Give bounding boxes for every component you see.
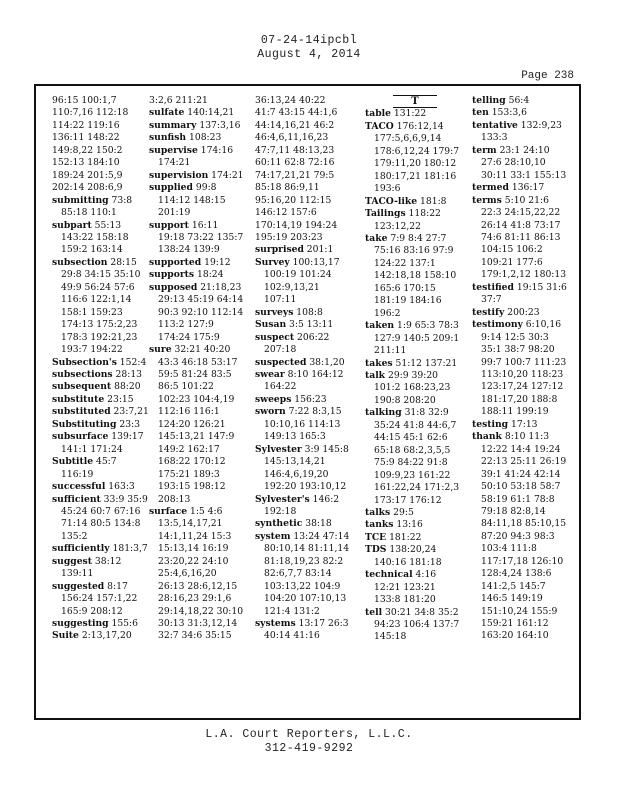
- index-entry: suspect 206:22: [255, 331, 330, 343]
- index-entry: summary 137:3,16: [149, 119, 241, 131]
- index-entry: swear 8:10 164:12: [255, 368, 344, 380]
- index-entry: substituted 23:7,21: [52, 406, 149, 418]
- section-letter: T: [365, 95, 465, 108]
- index-entry-continuation: 156:24 157:1,22: [61, 593, 138, 605]
- index-entry: suggested 8:17: [52, 580, 128, 592]
- index-entry-continuation: 29:13 45:19 64:14: [158, 294, 244, 306]
- index-entry: testing 17:13: [472, 418, 538, 430]
- index-entry-continuation: 188:11 199:19: [481, 406, 549, 418]
- index-entry-continuation: 208:13: [158, 493, 191, 505]
- index-entry-continuation: 30:11 33:1 155:13: [481, 169, 567, 181]
- index-entry-continuation: 26:13 28:6,12,15: [158, 580, 238, 592]
- index-entry-continuation: 128:4,24 138:6: [481, 568, 552, 580]
- index-entry: subsection 28:15: [52, 256, 137, 268]
- index-entry-continuation: 26:14 41:8 73:17: [481, 219, 561, 231]
- index-entry: technical 4:16: [365, 569, 437, 581]
- index-entry-continuation: 86:5 101:22: [158, 381, 214, 393]
- index-entry-continuation: 127:9 140:5 209:1: [374, 332, 460, 344]
- index-entry: Tailings 118:22: [365, 208, 441, 220]
- index-entry: 202:14 208:6,9: [52, 182, 123, 194]
- index-entry: taken 1:9 65:3 78:3: [365, 320, 459, 332]
- index-entry: 114:22 119:16: [52, 119, 120, 131]
- index-entry: subsections 28:13: [52, 368, 143, 380]
- index-entry: tanks 13:16: [365, 519, 423, 531]
- index-entry-continuation: 104:20 107:10,13: [264, 593, 347, 605]
- index-entry-continuation: 15:13,14 16:19: [158, 543, 229, 555]
- index-entry-continuation: 123:12,22: [374, 220, 421, 232]
- index-entry-continuation: 196:2: [374, 307, 401, 319]
- index-entry: sunfish 108:23: [149, 132, 222, 144]
- index-entry: TDS 138:20,24: [365, 544, 437, 556]
- index-entry: 195:19 203:23: [255, 231, 323, 243]
- index-entry: substitute 23:15: [52, 393, 134, 405]
- index-entry: 110:7,16 112:18: [52, 107, 129, 119]
- index-entry: talks 29:5: [365, 506, 414, 518]
- index-entry-continuation: 139:11: [61, 568, 94, 580]
- index-entry-continuation: 168:22 170:12: [158, 456, 226, 468]
- index-entry-continuation: 94:23 106:4 137:7: [374, 619, 460, 631]
- index-entry: 3:2,6 211:21: [149, 95, 208, 106]
- index-entry: surveys 108:8: [255, 306, 323, 318]
- index-entry-continuation: 124:22 137:1: [374, 257, 436, 269]
- index-entry-continuation: 145:13,21 147:9: [158, 431, 235, 443]
- index-entry: 95:16,20 112:15: [255, 194, 332, 206]
- index-entry-continuation: 135:2: [61, 530, 88, 542]
- index-entry: thank 8:10 11:3: [472, 431, 550, 443]
- index-entry: surface 1:5 4:6: [149, 505, 223, 517]
- index-entry-continuation: 103:4 111:8: [481, 543, 537, 555]
- index-entry: testify 200:23: [472, 306, 540, 318]
- index-entry: 46:4,6,11,16,23: [255, 132, 329, 144]
- index-entry-continuation: 100:19 101:24: [264, 269, 332, 281]
- index-entry-continuation: 13:5,14,17,21: [158, 518, 223, 530]
- index-column-5: [472, 95, 572, 643]
- index-entry-continuation: 174:21: [158, 157, 191, 169]
- index-column-2: [149, 95, 249, 643]
- index-entry: Sylvester's 146:2: [255, 493, 340, 505]
- index-entry: supports 18:24: [149, 269, 224, 281]
- index-entry-continuation: 22:3 24:15,22,22: [481, 207, 561, 219]
- index-entry-continuation: 30:13 31:3,12,14: [158, 618, 238, 630]
- index-entry-continuation: 58:19 61:1 78:8: [481, 493, 555, 505]
- index-entry-continuation: 133:3: [481, 132, 508, 144]
- index-entry: supervision 174:21: [149, 169, 244, 181]
- index-entry: suggest 38:12: [52, 555, 122, 567]
- index-entry: successful 163:3: [52, 481, 135, 493]
- index-entry-continuation: 151:10,24 155:9: [481, 605, 558, 617]
- index-column-1: [52, 95, 152, 643]
- index-entry-continuation: 138:24 139:9: [158, 244, 220, 256]
- index-entry-continuation: 179:11,20 180:12: [374, 158, 457, 170]
- index-entry-continuation: 174:24 175:9: [158, 331, 220, 343]
- index-entry: Susan 3:5 13:11: [255, 319, 334, 331]
- index-entry: Substituting 23:3: [52, 418, 140, 430]
- index-entry: systems 13:17 26:3: [255, 618, 349, 630]
- index-entry-continuation: 12:21 123:21: [374, 581, 436, 593]
- index-entry-continuation: 211:11: [374, 345, 407, 357]
- index-entry: take 7:9 8:4 27:7: [365, 232, 447, 244]
- index-entry: support 16:11: [149, 219, 219, 231]
- index-entry-continuation: 59:5 81:24 83:5: [158, 368, 232, 380]
- index-entry: tell 30:21 34:8 35:2: [365, 606, 459, 618]
- index-entry-continuation: 75:16 83:16 97:9: [374, 245, 454, 257]
- index-entry: sufficient 33:9 35:9: [52, 493, 148, 505]
- index-entry-continuation: 29:8 34:15 35:10: [61, 269, 141, 281]
- index-entry: 189:24 201:5,9: [52, 169, 123, 181]
- index-entry-continuation: 49:9 56:24 57:6: [61, 281, 135, 293]
- index-entry: Suite 2:13,17,20: [52, 630, 132, 642]
- index-entry: 170:14,19 194:24: [255, 219, 338, 231]
- index-entry: takes 51:12 137:21: [365, 357, 458, 369]
- index-entry-continuation: 174:13 175:2,23: [61, 319, 138, 331]
- index-entry-continuation: 10:10,16 114:13: [264, 418, 341, 430]
- index-entry: 85:18 86:9,11: [255, 182, 320, 194]
- index-entry: Sylvester 3:9 145:8: [255, 443, 349, 455]
- index-entry: sure 32:21 40:20: [149, 344, 231, 356]
- index-entry: surprised 201:1: [255, 244, 334, 256]
- index-entry-continuation: 103:13,22 104:9: [264, 580, 341, 592]
- index-entry: tentative 132:9,23: [472, 119, 562, 131]
- index-entry-continuation: 104:15 106:2: [481, 244, 543, 256]
- index-entry-continuation: 28:16,23 29:1,6: [158, 593, 232, 605]
- transcript-id: 07-24-14ipcbl: [260, 34, 358, 47]
- index-entry: suggesting 155:6: [52, 618, 138, 630]
- index-entry-continuation: 29:14,18,22 30:10: [158, 605, 244, 617]
- index-entry-continuation: 65:18 68:2,3,5,5: [374, 444, 451, 456]
- index-entry: subpart 55:13: [52, 219, 122, 231]
- index-entry-continuation: 32:7 34:6 35:15: [158, 630, 232, 642]
- index-entry-continuation: 71:14 80:5 134:8: [61, 518, 141, 530]
- index-entry: supposed 21:18,23: [149, 281, 242, 293]
- index-entry-continuation: 149:13 165:3: [264, 431, 326, 443]
- index-entry: TACO-like 181:8: [365, 195, 447, 207]
- index-entry-continuation: 102:9,13,21: [264, 281, 320, 293]
- index-entry: 74:17,21,21 79:5: [255, 169, 335, 181]
- index-entry-continuation: 80:10,14 81:11,14: [264, 543, 350, 555]
- index-entry: sweeps 156:23: [255, 393, 327, 405]
- index-entry: TACO 176:12,14: [365, 120, 444, 132]
- index-entry: TCE 181:22: [365, 531, 422, 543]
- index-entry-continuation: 145:13,14,21: [264, 456, 326, 468]
- index-entry: supported 19:12: [149, 256, 231, 268]
- index-entry-continuation: 37:7: [481, 294, 502, 306]
- index-entry: 149:8,22 150:2: [52, 144, 123, 156]
- index-entry: 47:7,11 48:13,23: [255, 144, 335, 156]
- index-entry-continuation: 25:4,6,16,20: [158, 568, 217, 580]
- index-entry-continuation: 124:20 126:21: [158, 418, 226, 430]
- index-entry-continuation: 43:3 46:18 53:17: [158, 356, 238, 368]
- index-entry-continuation: 177:5,6,6,9,14: [374, 133, 442, 145]
- index-entry-continuation: 81:18,19,23 82:2: [264, 555, 344, 567]
- index-entry: subsequent 88:20: [52, 381, 141, 393]
- index-entry-continuation: 163:20 164:10: [481, 630, 549, 642]
- index-entry-continuation: 146:5 149:19: [481, 593, 543, 605]
- index-entry: 36:13,24 40:22: [255, 95, 326, 106]
- index-entry: Subsection's 152:4: [52, 356, 147, 368]
- index-entry: 152:13 184:10: [52, 157, 120, 169]
- index-entry-continuation: 113:10,20 118:23: [481, 368, 564, 380]
- index-entry: sulfate 140:14,21: [149, 107, 235, 119]
- index-entry: system 13:24 47:14: [255, 530, 350, 542]
- index-column-3: [255, 95, 355, 643]
- index-entry-continuation: 107:11: [264, 294, 297, 306]
- index-entry-continuation: 102:23 104:4,19: [158, 393, 235, 405]
- index-entry-continuation: 192:20 193:10,12: [264, 481, 347, 493]
- index-entry: 136:11 148:22: [52, 132, 120, 144]
- index-entry: talk 29:9 39:20: [365, 369, 439, 381]
- index-entry-continuation: 193:7 194:22: [61, 344, 123, 356]
- index-entry: synthetic 38:18: [255, 518, 332, 530]
- index-entry-continuation: 193:6: [374, 183, 401, 195]
- index-entry: testimony 6:10,16: [472, 319, 562, 331]
- index-entry-continuation: 142:18,18 158:10: [374, 270, 457, 282]
- index-entry: telling 56:4: [472, 95, 530, 106]
- index-entry-continuation: 101:2 168:23,23: [374, 382, 451, 394]
- index-entry-continuation: 116:6 122:1,14: [61, 294, 132, 306]
- index-entry-continuation: 50:10 53:18 58:7: [481, 481, 561, 493]
- index-entry-continuation: 22:13 25:11 26:19: [481, 456, 567, 468]
- index-entry-continuation: 141:1 171:24: [61, 443, 123, 455]
- index-entry: testified 19:15 31:6: [472, 281, 567, 293]
- index-entry-continuation: 35:24 41:8 44:6,7: [374, 419, 457, 431]
- index-entry-continuation: 109:9,23 161:22: [374, 469, 451, 481]
- index-entry-continuation: 117:17,18 126:10: [481, 555, 564, 567]
- index-entry-continuation: 35:1 38:7 98:20: [481, 344, 555, 356]
- index-entry: termed 136:17: [472, 182, 545, 194]
- index-entry-continuation: 14:1,11,24 15:3: [158, 530, 232, 542]
- index-entry: ten 153:3,6: [472, 107, 527, 119]
- index-entry: sufficiently 181:3,7: [52, 543, 148, 555]
- index-entry-continuation: 173:17 176:12: [374, 494, 442, 506]
- index-entry-continuation: 178:3 192:21,23: [61, 331, 138, 343]
- index-entry: Survey 100:13,17: [255, 256, 340, 268]
- index-entry-continuation: 113:2 127:9: [158, 319, 214, 331]
- index-entry-continuation: 165:6 170:15: [374, 282, 436, 294]
- index-entry-continuation: 39:1 41:24 42:14: [481, 468, 561, 480]
- index-entry: subsurface 139:17: [52, 431, 144, 443]
- index-entry-continuation: 181:19 184:16: [374, 295, 442, 307]
- index-entry: 60:11 62:8 72:16: [255, 157, 335, 169]
- index-entry-continuation: 74:6 81:11 86:13: [481, 231, 561, 243]
- page-number: Page 238: [521, 70, 574, 82]
- index-entry: 146:12 157:6: [255, 207, 317, 219]
- index-entry-continuation: 12:22 14:4 19:24: [481, 443, 561, 455]
- index-entry-continuation: 190:8 208:20: [374, 394, 436, 406]
- index-entry-continuation: 192:18: [264, 505, 297, 517]
- index-entry-continuation: 99:7 100:7 111:23: [481, 356, 567, 368]
- index-entry: Subtitle 45:7: [52, 456, 117, 468]
- index-entry-continuation: 19:18 73:22 135:7: [158, 231, 244, 243]
- index-entry-continuation: 146:4,6,19,20: [264, 468, 329, 480]
- index-entry-continuation: 116:19: [61, 468, 94, 480]
- index-entry-continuation: 84:11,18 85:10,15: [481, 518, 567, 530]
- index-entry-continuation: 158:1 159:23: [61, 306, 123, 318]
- index-entry-continuation: 149:2 162:17: [158, 443, 220, 455]
- index-entry: table 131:22: [365, 108, 427, 120]
- index-entry-continuation: 121:4 131:2: [264, 605, 320, 617]
- index-entry-continuation: 79:18 82:8,14: [481, 505, 546, 517]
- index-entry: 41:7 43:15 44:1,6: [255, 107, 338, 119]
- index-entry: terms 5:10 21:6: [472, 194, 549, 206]
- index-entry: 44:14,16,21 46:2: [255, 119, 335, 131]
- index-entry-continuation: 9:14 12:5 30:3: [481, 331, 549, 343]
- index-column-4: [365, 95, 465, 644]
- index-entry-continuation: 27:6 28:10,10: [481, 157, 546, 169]
- index-entry-continuation: 164:22: [264, 381, 297, 393]
- index-entry: 96:15 100:1,7: [52, 95, 117, 106]
- index-entry-continuation: 123:17,24 127:12: [481, 381, 564, 393]
- index-entry-continuation: 159:2 163:14: [61, 244, 123, 256]
- index-entry-continuation: 165:9 208:12: [61, 605, 123, 617]
- index-entry-continuation: 82:6,7,7 83:14: [264, 568, 332, 580]
- index-entry-continuation: 175:21 189:3: [158, 468, 220, 480]
- index-entry-continuation: 85:18 110:1: [61, 207, 117, 219]
- index-entry: supervise 174:16: [149, 144, 234, 156]
- index-entry-continuation: 141:2,5 145:7: [481, 580, 546, 592]
- index-entry-continuation: 193:15 198:12: [158, 481, 226, 493]
- index-entry: term 23:1 24:10: [472, 144, 550, 156]
- index-entry-continuation: 143:22 158:18: [61, 231, 129, 243]
- reporter-name: L.A. Court Reporters, L.L.C.: [205, 728, 413, 741]
- index-entry-continuation: 75:9 84:22 91:8: [374, 457, 448, 469]
- index-entry-continuation: 179:1,2,12 180:13: [481, 269, 567, 281]
- index-entry-continuation: 23:20,22 24:10: [158, 555, 229, 567]
- index-entry-continuation: 181:17,20 188:8: [481, 393, 558, 405]
- index-entry-continuation: 112:16 116:1: [158, 406, 220, 418]
- index-entry-continuation: 159:21 161:12: [481, 618, 549, 630]
- index-entry-continuation: 114:12 148:15: [158, 194, 226, 206]
- index-entry: submitting 73:8: [52, 194, 133, 206]
- index-entry: sworn 7:22 8:3,15: [255, 406, 342, 418]
- index-entry: suspected 38:1,20: [255, 356, 345, 368]
- index-entry-continuation: 201:19: [158, 207, 191, 219]
- reporter-phone: 312-419-9292: [264, 742, 354, 755]
- index-entry-continuation: 44:15 45:1 62:6: [374, 432, 448, 444]
- index-entry: supplied 99:8: [149, 182, 217, 194]
- index-entry-continuation: 90:3 92:10 112:14: [158, 306, 244, 318]
- index-entry-continuation: 161:22,24 171:2,3: [374, 482, 460, 494]
- index-entry-continuation: 207:18: [264, 344, 297, 356]
- index-entry-continuation: 180:17,21 181:16: [374, 170, 457, 182]
- index-entry-continuation: 133:8 181:20: [374, 594, 436, 606]
- index-entry-continuation: 145:18: [374, 631, 407, 643]
- index-entry-continuation: 178:6,12,24 179:7: [374, 145, 460, 157]
- index-entry-continuation: 140:16 181:18: [374, 556, 442, 568]
- index-entry-continuation: 87:20 94:3 98:3: [481, 530, 555, 542]
- transcript-date: August 4, 2014: [257, 48, 361, 61]
- index-entry: talking 31:8 32:9: [365, 407, 449, 419]
- index-entry-continuation: 109:21 177:6: [481, 256, 543, 268]
- index-entry-continuation: 45:24 60:7 67:16: [61, 505, 141, 517]
- index-entry-continuation: 40:14 41:16: [264, 630, 320, 642]
